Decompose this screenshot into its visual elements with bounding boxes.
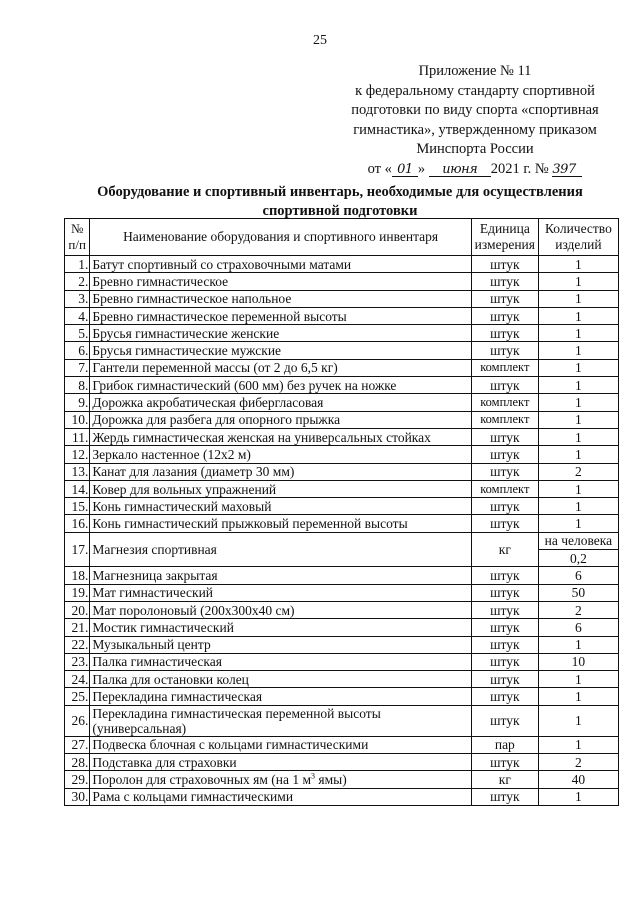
table-row bbox=[65, 498, 619, 515]
row-name: Палка гимнастическая bbox=[90, 653, 472, 670]
header-unit: Единица измерения bbox=[471, 219, 538, 256]
appendix-line: подготовки по виду спорта «спортивная bbox=[351, 102, 599, 118]
row-unit: кг bbox=[471, 771, 538, 788]
table-row bbox=[65, 619, 619, 636]
table-row bbox=[65, 788, 619, 805]
table-row bbox=[65, 359, 619, 376]
table-row bbox=[65, 377, 619, 394]
row-unit: штук bbox=[471, 290, 538, 307]
table-row bbox=[65, 394, 619, 411]
row-unit: штук bbox=[471, 307, 538, 324]
order-number-handwritten: 397 bbox=[552, 163, 582, 177]
row-unit: штук bbox=[471, 325, 538, 342]
row-num: 6. bbox=[65, 342, 90, 359]
table-row bbox=[65, 584, 619, 601]
page-number: 25 bbox=[313, 33, 327, 48]
row-unit: кг bbox=[471, 532, 538, 567]
row-qty: 1 bbox=[538, 307, 618, 324]
row-num: 13. bbox=[65, 463, 90, 480]
table-row bbox=[65, 446, 619, 463]
row-num: 26. bbox=[65, 705, 90, 736]
row-num: 17. bbox=[65, 532, 90, 567]
row-num: 28. bbox=[65, 754, 90, 771]
row-qty: 2 bbox=[538, 601, 618, 618]
row-unit: комплект bbox=[471, 394, 538, 411]
row-unit: штук bbox=[471, 584, 538, 601]
row-unit: штук bbox=[471, 273, 538, 290]
row-qty: 40 bbox=[538, 771, 618, 788]
table-row bbox=[65, 754, 619, 771]
date-day-handwritten: 01 bbox=[392, 163, 418, 177]
row-unit: штук bbox=[471, 377, 538, 394]
appendix-line: к федеральному стандарту спортивной bbox=[355, 82, 595, 99]
row-name: Батут спортивный со страховочными матами bbox=[90, 256, 472, 273]
title-line: спортивной подготовки bbox=[262, 203, 418, 219]
row-unit: комплект bbox=[471, 411, 538, 428]
row-qty: 1 bbox=[538, 480, 618, 497]
date-prefix: от « bbox=[367, 160, 392, 177]
table-header-row bbox=[65, 219, 619, 256]
row-num: 27. bbox=[65, 736, 90, 753]
table-row bbox=[65, 653, 619, 670]
row-qty: 1 bbox=[538, 256, 618, 273]
row-unit: штук bbox=[471, 754, 538, 771]
row-unit: штук bbox=[471, 705, 538, 736]
row-name: Мат гимнастический bbox=[90, 584, 472, 601]
row-name: Зеркало настенное (12х2 м) bbox=[90, 446, 472, 463]
row-unit: штук bbox=[471, 463, 538, 480]
row-name: Палка для остановки колец bbox=[90, 671, 472, 688]
row-name: Перекладина гимнастическая bbox=[90, 688, 472, 705]
appendix-date-line bbox=[330, 160, 620, 180]
row-qty: 10 bbox=[538, 653, 618, 670]
row-name: Перекладина гимнастическая переменной высоты (универсальная) bbox=[90, 705, 472, 736]
row-num: 9. bbox=[65, 394, 90, 411]
row-num: 2. bbox=[65, 273, 90, 290]
header-name: Наименование оборудования и спортивного инвентаря bbox=[90, 219, 472, 256]
row-qty: 1 bbox=[538, 394, 618, 411]
table-row bbox=[65, 463, 619, 480]
row-name: Музыкальный центр bbox=[90, 636, 472, 653]
table-row bbox=[65, 532, 619, 549]
row-unit: штук bbox=[471, 671, 538, 688]
table-row bbox=[65, 342, 619, 359]
row-name: Грибок гимнастический (600 мм) без ручек на ножке bbox=[90, 377, 472, 394]
row-num: 5. bbox=[65, 325, 90, 342]
row-num: 30. bbox=[65, 788, 90, 805]
date-year: 2021 г. № bbox=[490, 160, 549, 177]
row-num: 15. bbox=[65, 498, 90, 515]
row-name: Магнезница закрытая bbox=[90, 567, 472, 584]
row-unit: штук bbox=[471, 688, 538, 705]
header-qty: Количество изделий bbox=[538, 219, 618, 256]
row-unit: штук bbox=[471, 515, 538, 532]
row-qty: 1 bbox=[538, 359, 618, 376]
row-name: Бревно гимнастическое напольное bbox=[90, 290, 472, 307]
row-num: 18. bbox=[65, 567, 90, 584]
row-num: 19. bbox=[65, 584, 90, 601]
row-name-part: ямы) bbox=[315, 771, 347, 787]
row-qty: 1 bbox=[538, 705, 618, 736]
row-qty: 1 bbox=[538, 515, 618, 532]
row-unit: пар bbox=[471, 736, 538, 753]
table-row bbox=[65, 688, 619, 705]
row-num: 8. bbox=[65, 377, 90, 394]
row-num: 10. bbox=[65, 411, 90, 428]
row-unit: штук bbox=[471, 428, 538, 445]
row-num: 1. bbox=[65, 256, 90, 273]
table-row bbox=[65, 428, 619, 445]
row-unit: штук bbox=[471, 446, 538, 463]
superscript: 3 bbox=[311, 771, 316, 781]
table-row bbox=[65, 567, 619, 584]
row-name: Дорожка для разбега для опорного прыжка bbox=[90, 411, 472, 428]
table-row bbox=[65, 256, 619, 273]
row-num: 11. bbox=[65, 428, 90, 445]
row-num: 25. bbox=[65, 688, 90, 705]
row-qty: 6 bbox=[538, 567, 618, 584]
row-qty: 1 bbox=[538, 377, 618, 394]
date-mid: » bbox=[417, 160, 426, 177]
row-qty: 1 bbox=[538, 290, 618, 307]
appendix-header bbox=[330, 62, 620, 179]
table-row bbox=[65, 290, 619, 307]
row-qty: 1 bbox=[538, 411, 618, 428]
row-qty: 1 bbox=[538, 273, 618, 290]
table-row bbox=[65, 411, 619, 428]
row-name: Мостик гимнастический bbox=[90, 619, 472, 636]
table-row bbox=[65, 273, 619, 290]
row-name: Ковер для вольных упражнений bbox=[90, 480, 472, 497]
row-unit: штук bbox=[471, 619, 538, 636]
row-name: Конь гимнастический маховый bbox=[90, 498, 472, 515]
row-unit: штук bbox=[471, 788, 538, 805]
row-unit: штук bbox=[471, 498, 538, 515]
row-unit: комплект bbox=[471, 359, 538, 376]
row-num: 23. bbox=[65, 653, 90, 670]
row-name: Конь гимнастический прыжковый переменной высоты bbox=[90, 515, 472, 532]
row-qty: 1 bbox=[538, 636, 618, 653]
row-num: 22. bbox=[65, 636, 90, 653]
row-name: Брусья гимнастические мужские bbox=[90, 342, 472, 359]
row-unit: штук bbox=[471, 653, 538, 670]
appendix-line: гимнастика», утвержденному приказом bbox=[353, 121, 597, 138]
row-name: Канат для лазания (диаметр 30 мм) bbox=[90, 463, 472, 480]
date-month-handwritten: июня bbox=[429, 163, 491, 177]
row-name bbox=[90, 771, 472, 788]
row-name: Мат поролоновый (200х300х40 см) bbox=[90, 601, 472, 618]
row-name: Бревно гимнастическое переменной высоты bbox=[90, 307, 472, 324]
row-unit: штук bbox=[471, 342, 538, 359]
row-unit: штук bbox=[471, 256, 538, 273]
row-name: Рама с кольцами гимнастическими bbox=[90, 788, 472, 805]
row-qty: 1 bbox=[538, 498, 618, 515]
row-unit: штук bbox=[471, 636, 538, 653]
row-qty: 1 bbox=[538, 671, 618, 688]
table-row bbox=[65, 736, 619, 753]
table-row bbox=[65, 480, 619, 497]
row-qty: 1 bbox=[538, 342, 618, 359]
table-row bbox=[65, 515, 619, 532]
row-num: 21. bbox=[65, 619, 90, 636]
row-qty: 0,2 bbox=[538, 550, 618, 567]
row-num: 29. bbox=[65, 771, 90, 788]
row-name: Жердь гимнастическая женская на универсальных стойках bbox=[90, 428, 472, 445]
row-name: Бревно гимнастическое bbox=[90, 273, 472, 290]
row-name-part: Поролон для страховочных ям (на 1 м bbox=[92, 771, 312, 787]
row-qty: 1 bbox=[538, 325, 618, 342]
table-row bbox=[65, 705, 619, 736]
row-name: Магнезия спортивная bbox=[90, 532, 472, 567]
table-row bbox=[65, 601, 619, 618]
document-title bbox=[60, 183, 620, 221]
table-row bbox=[65, 771, 619, 788]
row-name: Гантели переменной массы (от 2 до 6,5 кг) bbox=[90, 359, 472, 376]
appendix-title: Приложение № 11 bbox=[418, 63, 532, 79]
row-num: 16. bbox=[65, 515, 90, 532]
row-unit: комплект bbox=[471, 480, 538, 497]
row-num: 7. bbox=[65, 359, 90, 376]
row-qty: 2 bbox=[538, 754, 618, 771]
equipment-table bbox=[64, 218, 619, 806]
appendix-line: Минспорта России bbox=[416, 141, 534, 157]
table-row bbox=[65, 671, 619, 688]
row-qty: 1 bbox=[538, 736, 618, 753]
row-unit: штук bbox=[471, 601, 538, 618]
row-num: 20. bbox=[65, 601, 90, 618]
title-line: Оборудование и спортивный инвентарь, необходимые для осуществления bbox=[97, 184, 583, 200]
row-qty: 6 bbox=[538, 619, 618, 636]
row-qty-label: на человека bbox=[538, 532, 618, 549]
row-num: 4. bbox=[65, 307, 90, 324]
row-qty: 1 bbox=[538, 688, 618, 705]
table-row bbox=[65, 636, 619, 653]
row-name: Брусья гимнастические женские bbox=[90, 325, 472, 342]
row-num: 14. bbox=[65, 480, 90, 497]
row-name: Дорожка акробатическая фибергласовая bbox=[90, 394, 472, 411]
row-num: 24. bbox=[65, 671, 90, 688]
row-name: Подставка для страховки bbox=[90, 754, 472, 771]
row-name: Подвеска блочная с кольцами гимнастическими bbox=[90, 736, 472, 753]
row-qty: 2 bbox=[538, 463, 618, 480]
header-num: № п/п bbox=[65, 219, 90, 256]
row-qty: 1 bbox=[538, 446, 618, 463]
row-qty: 1 bbox=[538, 788, 618, 805]
table-row bbox=[65, 325, 619, 342]
row-unit: штук bbox=[471, 567, 538, 584]
row-num: 12. bbox=[65, 446, 90, 463]
row-qty: 50 bbox=[538, 584, 618, 601]
table-row bbox=[65, 307, 619, 324]
row-num: 3. bbox=[65, 290, 90, 307]
row-qty: 1 bbox=[538, 428, 618, 445]
